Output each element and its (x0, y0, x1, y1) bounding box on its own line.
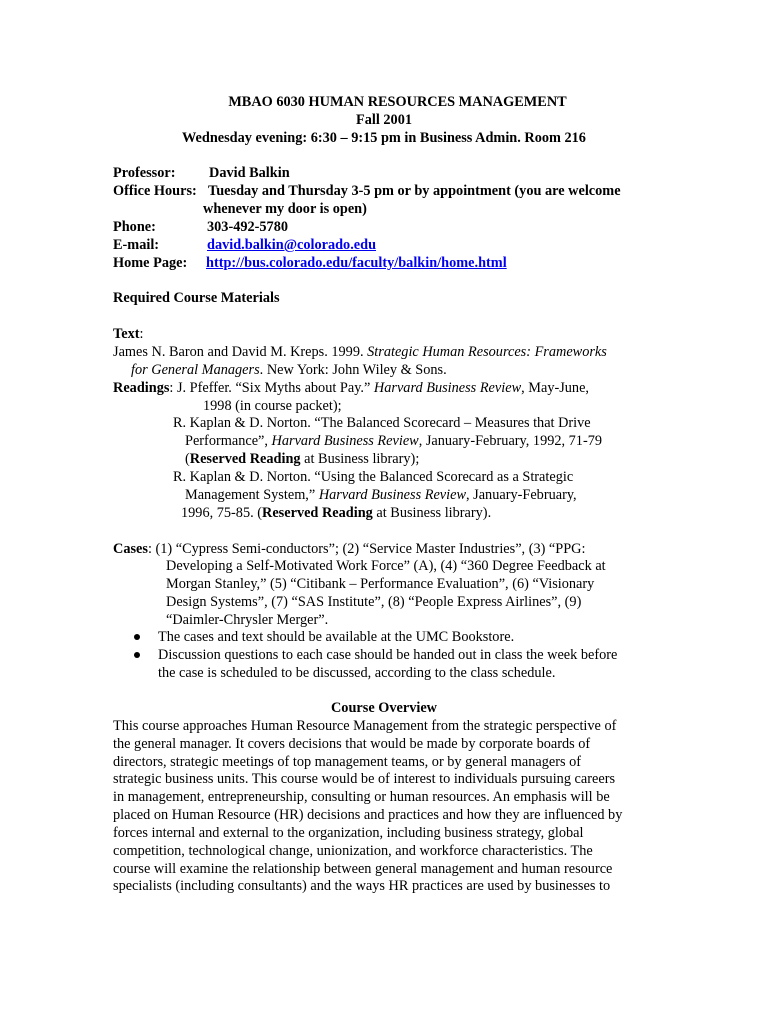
reading2-date: , January-February, 1992, 71-79 (418, 433, 603, 449)
office-hours-label: Office Hours: (113, 183, 197, 199)
cases-line1 (113, 540, 585, 558)
reading3-date: , January-February, (466, 487, 577, 503)
reading3-line3 (181, 504, 491, 522)
reading3-journal: Harvard Business Review (318, 487, 466, 503)
reading3-title-end: Management System,” (185, 487, 319, 503)
reading3-line1: R. Kaplan & D. Norton. “Using the Balanced Scorecard as a Strategic (173, 469, 574, 485)
cases-bullet-2-line1: Discussion questions to each case should be handed out in class the week before (158, 647, 618, 663)
reserved-reading-1: Reserved Reading (189, 451, 301, 467)
overview-line: placed on Human Resource (HR) decisions and practices and how they are influenced by (113, 807, 623, 823)
reading2-line3 (185, 450, 419, 468)
overview-line: course will examine the relationship between general management and human resource (113, 861, 613, 877)
course-title: MBAO 6030 HUMAN RESOURCES MANAGEMENT (228, 94, 567, 110)
readings-label: Readings (113, 380, 170, 396)
overview-heading: Course Overview (330, 700, 437, 716)
homepage-label: Home Page: (113, 255, 188, 271)
reading2-journal: Harvard Business Review (271, 433, 419, 449)
cases-bullet-2-line2: the case is scheduled to be discussed, according to the class schedule. (158, 665, 556, 681)
cases-line2: Developing a Self-Motivated Work Force” (A), (4) “360 Degree Feedback at (166, 558, 606, 574)
homepage-link[interactable]: http://bus.colorado.edu/faculty/balkin/home.html (206, 255, 507, 271)
bullet-icon (134, 634, 140, 640)
reading2-line2 (185, 432, 602, 450)
cases-list-1: : (1) “Cypress Semi-conductors”; (2) “Service Master Industries”, (3) “PPG: (147, 541, 586, 557)
phone-number: 303-492-5780 (207, 219, 289, 235)
cases-line3: Morgan Stanley,” (5) “Citibank – Performance Evaluation”, (6) “Visionary (166, 576, 595, 592)
phone-label: Phone: (113, 219, 156, 235)
professor-name: David Balkin (209, 165, 290, 181)
textbook-publisher: . New York: John Wiley & Sons. (259, 362, 447, 378)
textbook-title-2: for General Managers (131, 362, 260, 378)
overview-line: directors, strategic meetings of top management teams, or by general managers of (113, 754, 582, 770)
email-label: E-mail: (113, 237, 160, 253)
email-link[interactable]: david.balkin@colorado.edu (207, 237, 377, 253)
text-label: Text (113, 326, 140, 342)
overview-line: specialists (including consultants) and the ways HR practices are used by businesses to (113, 878, 611, 894)
office-hours-line1: Tuesday and Thursday 3-5 pm or by appointment (you are welcome (208, 183, 621, 199)
professor-label: Professor: (113, 165, 176, 181)
overview-line: strategic business units. This course would be of interest to individuals pursuing careers (113, 771, 616, 787)
reading2-title-end: Performance”, (185, 433, 272, 449)
reading3-pages: 1996, 75-85. ( (181, 505, 263, 521)
reading3-location: at Business library). (372, 505, 492, 521)
overview-line: forces internal and external to the organization, including business strategy, global (113, 825, 584, 841)
cases-line4: Design Systems”, (7) “SAS Institute”, (8) “People Express Airlines”, (9) (166, 594, 582, 610)
text-colon: : (139, 326, 144, 342)
cases-line5: “Daimler-Chrysler Merger”. (166, 612, 329, 628)
office-hours-line2: whenever my door is open) (203, 201, 367, 217)
textbook-line1 (113, 343, 607, 361)
textbook-title-1: Strategic Human Resources: Frameworks (367, 344, 607, 360)
course-term: Fall 2001 (356, 112, 412, 128)
reading1-date: , May-June, (521, 380, 590, 396)
course-schedule: Wednesday evening: 6:30 – 9:15 pm in Business Admin. Room 216 (182, 130, 586, 146)
textbook-line2 (131, 361, 447, 379)
cases-label: Cases (113, 541, 148, 557)
overview-line: the general manager. It covers decisions that would be made by corporate boards of (113, 736, 591, 752)
reading1-line1 (113, 379, 589, 397)
reading1-text: : J. Pfeffer. “Six Myths about Pay.” (169, 380, 374, 396)
bullet-icon (134, 652, 140, 658)
overview-line: in management, entrepreneurship, consulting or human resources. An emphasis will be (113, 789, 610, 805)
reserved-reading-2: Reserved Reading (262, 505, 373, 521)
reading2-line1: R. Kaplan & D. Norton. “The Balanced Scorecard – Measures that Drive (173, 415, 591, 431)
reading2-location: at Business library); (300, 451, 420, 467)
overview-line: competition, technological change, unionization, and workforce characteristics. The (113, 843, 593, 859)
reading1-line2: 1998 (in course packet); (203, 398, 342, 414)
reading1-journal: Harvard Business Review (373, 380, 522, 396)
reading2-open: ( (185, 451, 190, 467)
text-heading (113, 325, 143, 343)
textbook-authors: James N. Baron and David M. Kreps. 1999. (113, 344, 368, 360)
materials-heading: Required Course Materials (113, 290, 280, 306)
overview-line: This course approaches Human Resource Management from the strategic perspective of (113, 718, 617, 734)
reading3-line2 (185, 486, 577, 504)
cases-bullet-1: The cases and text should be available at the UMC Bookstore. (158, 629, 515, 645)
